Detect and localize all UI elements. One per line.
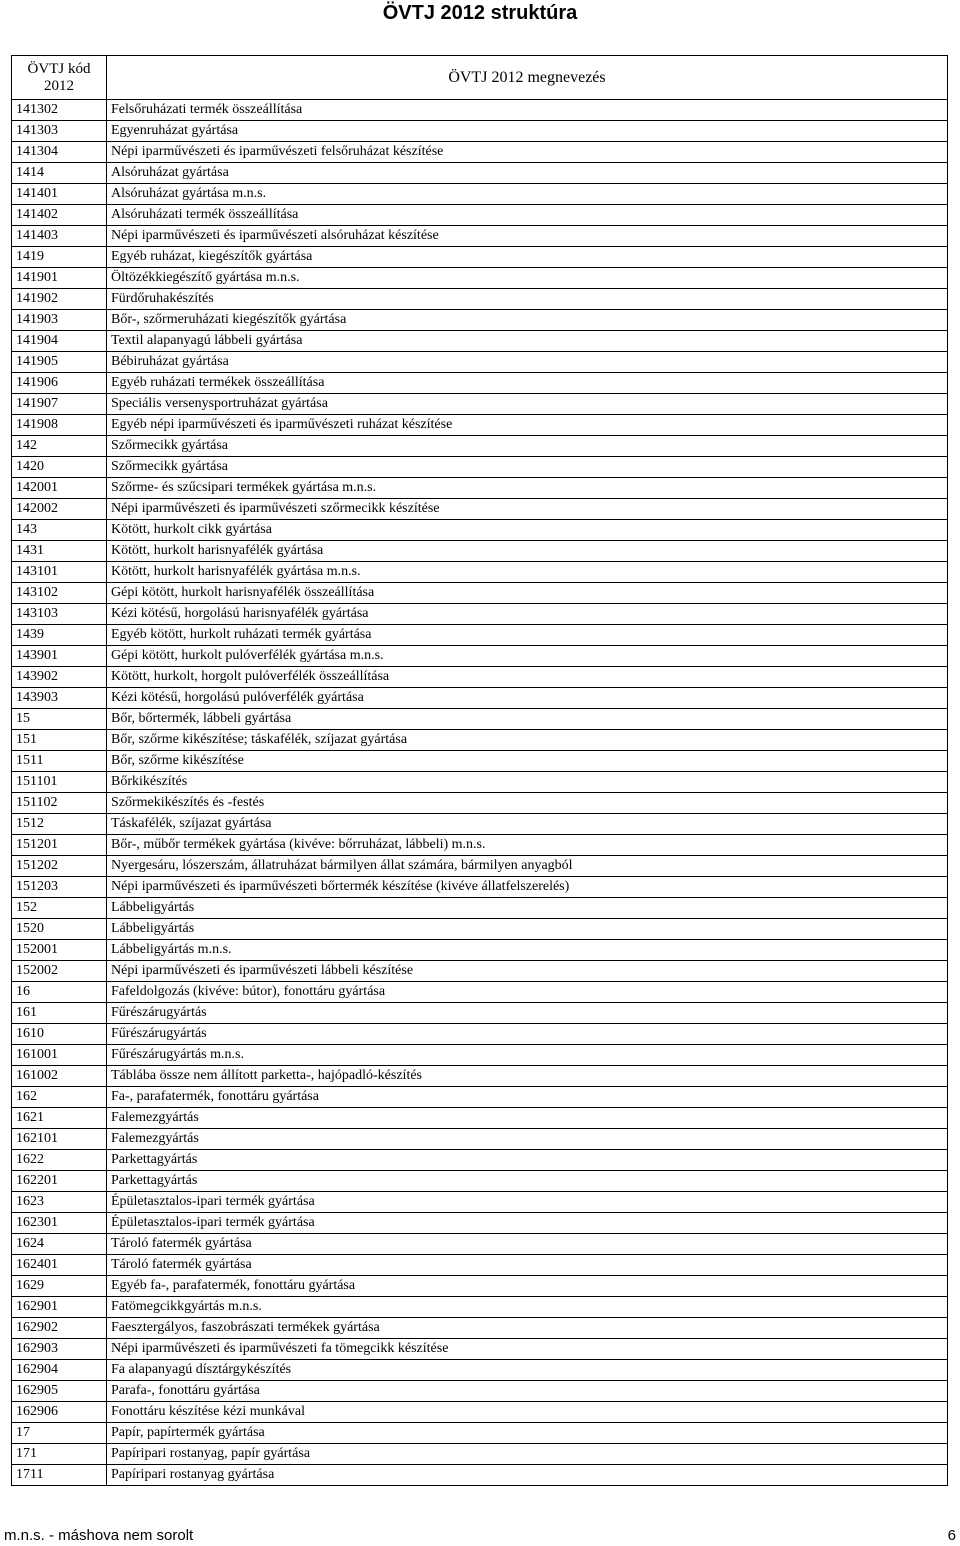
name-cell: Fa-, parafatermék, fonottáru gyártása [107, 1087, 948, 1108]
table-row [12, 1192, 948, 1213]
name-cell: Tároló fatermék gyártása [107, 1255, 948, 1276]
code-cell: 162903 [12, 1339, 107, 1360]
name-cell: Alsóruházati termék összeállítása [107, 205, 948, 226]
code-cell: 141907 [12, 394, 107, 415]
name-cell: Nyergesáru, lószerszám, állatruházat bármilyen állat számára, bármilyen anyagból [107, 856, 948, 877]
table-row [12, 1339, 948, 1360]
table-row [12, 583, 948, 604]
name-cell: Papír, papírtermék gyártása [107, 1423, 948, 1444]
code-cell: 152 [12, 898, 107, 919]
table-row [12, 247, 948, 268]
name-cell: Bőr, szőrme kikészítése; táskafélék, szíjazat gyártása [107, 730, 948, 751]
name-cell: Egyéb népi iparművészeti és iparművészeti ruházat készítése [107, 415, 948, 436]
table-row [12, 982, 948, 1003]
name-cell: Kötött, hurkolt harisnyafélék gyártása [107, 541, 948, 562]
table-row [12, 1255, 948, 1276]
name-cell: Tároló fatermék gyártása [107, 1234, 948, 1255]
name-cell: Papíripari rostanyag, papír gyártása [107, 1444, 948, 1465]
code-cell: 151101 [12, 772, 107, 793]
name-cell: Fatömegcikkgyártás m.n.s. [107, 1297, 948, 1318]
name-cell: Épületasztalos-ipari termék gyártása [107, 1213, 948, 1234]
table-row [12, 562, 948, 583]
table-row [12, 1066, 948, 1087]
name-cell: Bőr-, műbőr termékek gyártása (kivéve: bőrruházat, lábbeli) m.n.s. [107, 835, 948, 856]
table-row [12, 751, 948, 772]
name-cell: Falemezgyártás [107, 1129, 948, 1150]
table-row [12, 793, 948, 814]
code-cell: 141303 [12, 121, 107, 142]
table-row [12, 100, 948, 121]
code-cell: 151102 [12, 793, 107, 814]
name-cell: Népi iparművészeti és iparművészeti bőrtermék készítése (kivéve állatfelszerelés) [107, 877, 948, 898]
table-row [12, 1318, 948, 1339]
table-row [12, 1423, 948, 1444]
name-cell: Táblába össze nem állított parketta-, hajópadló-készítés [107, 1066, 948, 1087]
name-cell: Fafeldolgozás (kivéve: bútor), fonottáru gyártása [107, 982, 948, 1003]
name-cell: Öltözékkiegészítő gyártása m.n.s. [107, 268, 948, 289]
code-cell: 143101 [12, 562, 107, 583]
table-row [12, 121, 948, 142]
name-cell: Szőrme- és szűcsipari termékek gyártása m.n.s. [107, 478, 948, 499]
table-row [12, 1087, 948, 1108]
code-cell: 162902 [12, 1318, 107, 1339]
code-cell: 1419 [12, 247, 107, 268]
table-row [12, 1171, 948, 1192]
name-cell: Kötött, hurkolt, horgolt pulóverfélék összeállítása [107, 667, 948, 688]
name-cell: Szőrmecikk gyártása [107, 436, 948, 457]
table-row [12, 877, 948, 898]
name-cell: Textil alapanyagú lábbeli gyártása [107, 331, 948, 352]
name-cell: Egyenruházat gyártása [107, 121, 948, 142]
name-cell: Gépi kötött, hurkolt harisnyafélék összeállítása [107, 583, 948, 604]
code-cell: 1520 [12, 919, 107, 940]
name-cell: Gépi kötött, hurkolt pulóverfélék gyártása m.n.s. [107, 646, 948, 667]
code-cell: 162904 [12, 1360, 107, 1381]
code-cell: 142001 [12, 478, 107, 499]
table-row [12, 1402, 948, 1423]
name-cell: Népi iparművészeti és iparművészeti alsóruházat készítése [107, 226, 948, 247]
name-cell: Speciális versenysportruházat gyártása [107, 394, 948, 415]
table-row [12, 1234, 948, 1255]
code-cell: 141304 [12, 142, 107, 163]
name-cell: Szőrmekikészítés és -festés [107, 793, 948, 814]
table-row [12, 352, 948, 373]
code-cell: 16 [12, 982, 107, 1003]
code-column-header [12, 56, 107, 100]
name-cell: Bőr, szőrme kikészítése [107, 751, 948, 772]
table-row [12, 1150, 948, 1171]
code-cell: 141904 [12, 331, 107, 352]
code-cell: 162906 [12, 1402, 107, 1423]
table-row [12, 940, 948, 961]
code-cell: 143902 [12, 667, 107, 688]
table-row [12, 268, 948, 289]
name-cell: Fürdőruhakészítés [107, 289, 948, 310]
name-cell: Épületasztalos-ipari termék gyártása [107, 1192, 948, 1213]
code-cell: 17 [12, 1423, 107, 1444]
page-title: ÖVTJ 2012 struktúra [382, 2, 578, 24]
name-cell: Parafa-, fonottáru gyártása [107, 1381, 948, 1402]
code-cell: 143103 [12, 604, 107, 625]
name-cell: Fűrészárugyártás [107, 1003, 948, 1024]
code-cell: 1420 [12, 457, 107, 478]
code-cell: 171 [12, 1444, 107, 1465]
table-row [12, 646, 948, 667]
name-cell: Parkettagyártás [107, 1171, 948, 1192]
page-number: 6 [947, 1527, 956, 1544]
code-cell: 141403 [12, 226, 107, 247]
code-cell: 151201 [12, 835, 107, 856]
code-cell: 162905 [12, 1381, 107, 1402]
footer-note: m.n.s. - máshova nem sorolt [4, 1527, 194, 1544]
code-cell: 162301 [12, 1213, 107, 1234]
code-cell: 1439 [12, 625, 107, 646]
name-cell: Kézi kötésű, horgolású harisnyafélék gyártása [107, 604, 948, 625]
table-row [12, 436, 948, 457]
table-row [12, 919, 948, 940]
table-row [12, 1297, 948, 1318]
table-row [12, 772, 948, 793]
code-cell: 162 [12, 1087, 107, 1108]
name-cell: Egyéb kötött, hurkolt ruházati termék gyártása [107, 625, 948, 646]
name-cell: Fűrészárugyártás m.n.s. [107, 1045, 948, 1066]
code-cell: 141901 [12, 268, 107, 289]
code-cell: 143901 [12, 646, 107, 667]
code-cell: 162101 [12, 1129, 107, 1150]
table-row [12, 667, 948, 688]
table-row [12, 478, 948, 499]
table-row [12, 856, 948, 877]
name-cell: Fonottáru készítése kézi munkával [107, 1402, 948, 1423]
table-row [12, 394, 948, 415]
code-cell: 161001 [12, 1045, 107, 1066]
name-cell: Kötött, hurkolt cikk gyártása [107, 520, 948, 541]
name-cell: Lábbeligyártás [107, 919, 948, 940]
table-row [12, 1024, 948, 1045]
table-row [12, 499, 948, 520]
table-row [12, 604, 948, 625]
code-cell: 1711 [12, 1465, 107, 1486]
code-cell: 1629 [12, 1276, 107, 1297]
code-cell: 143903 [12, 688, 107, 709]
code-cell: 15 [12, 709, 107, 730]
name-cell: Népi iparművészeti és iparművészeti szőrmecikk készítése [107, 499, 948, 520]
name-cell: Bőr-, szőrmeruházati kiegészítők gyártása [107, 310, 948, 331]
name-cell: Táskafélék, szíjazat gyártása [107, 814, 948, 835]
code-cell: 143102 [12, 583, 107, 604]
name-cell: Népi iparművészeti és iparművészeti fa tömegcikk készítése [107, 1339, 948, 1360]
code-cell: 141401 [12, 184, 107, 205]
table-header-row [12, 56, 948, 100]
table-row [12, 1045, 948, 1066]
code-header-line1: ÖVTJ kód [27, 60, 91, 77]
name-cell: Szőrmecikk gyártása [107, 457, 948, 478]
table-row [12, 688, 948, 709]
code-cell: 141902 [12, 289, 107, 310]
code-cell: 1610 [12, 1024, 107, 1045]
name-cell: Fa alapanyagú dísztárgykészítés [107, 1360, 948, 1381]
table-row [12, 1360, 948, 1381]
table-row [12, 814, 948, 835]
table-row [12, 1381, 948, 1402]
code-cell: 151203 [12, 877, 107, 898]
classification-table [11, 55, 948, 1486]
code-cell: 152002 [12, 961, 107, 982]
table-row [12, 310, 948, 331]
name-cell: Faesztergályos, faszobrászati termékek gyártása [107, 1318, 948, 1339]
code-cell: 151 [12, 730, 107, 751]
code-cell: 141908 [12, 415, 107, 436]
name-cell: Bőrkikészítés [107, 772, 948, 793]
code-cell: 141302 [12, 100, 107, 121]
code-cell: 161 [12, 1003, 107, 1024]
table-row [12, 415, 948, 436]
code-cell: 141903 [12, 310, 107, 331]
code-cell: 142002 [12, 499, 107, 520]
table-row [12, 541, 948, 562]
code-cell: 161002 [12, 1066, 107, 1087]
table-row [12, 730, 948, 751]
code-cell: 141906 [12, 373, 107, 394]
code-cell: 142 [12, 436, 107, 457]
table-row [12, 709, 948, 730]
code-cell: 1621 [12, 1108, 107, 1129]
table-row [12, 205, 948, 226]
name-cell: Parkettagyártás [107, 1150, 948, 1171]
code-cell: 162201 [12, 1171, 107, 1192]
code-cell: 152001 [12, 940, 107, 961]
code-cell: 1431 [12, 541, 107, 562]
name-column-header: ÖVTJ 2012 megnevezés [107, 56, 948, 100]
code-cell: 151202 [12, 856, 107, 877]
code-cell: 1624 [12, 1234, 107, 1255]
code-cell: 143 [12, 520, 107, 541]
table-row [12, 331, 948, 352]
code-cell: 1511 [12, 751, 107, 772]
name-cell: Alsóruházat gyártása [107, 163, 948, 184]
table-row [12, 898, 948, 919]
table-row [12, 835, 948, 856]
table-row [12, 1213, 948, 1234]
code-header-line2: 2012 [44, 77, 74, 94]
name-cell: Lábbeligyártás [107, 898, 948, 919]
table-row [12, 289, 948, 310]
table-row [12, 625, 948, 646]
name-cell: Népi iparművészeti és iparművészeti felsőruházat készítése [107, 142, 948, 163]
code-cell: 1414 [12, 163, 107, 184]
table-row [12, 184, 948, 205]
name-cell: Kötött, hurkolt harisnyafélék gyártása m.n.s. [107, 562, 948, 583]
name-cell: Kézi kötésű, horgolású pulóverfélék gyártása [107, 688, 948, 709]
name-cell: Lábbeligyártás m.n.s. [107, 940, 948, 961]
table-row [12, 1444, 948, 1465]
code-cell: 162901 [12, 1297, 107, 1318]
name-cell: Felsőruházati termék összeállítása [107, 100, 948, 121]
table-row [12, 1276, 948, 1297]
name-cell: Falemezgyártás [107, 1108, 948, 1129]
table-row [12, 1465, 948, 1486]
table-row [12, 163, 948, 184]
name-cell: Fűrészárugyártás [107, 1024, 948, 1045]
table-row [12, 1003, 948, 1024]
table-row [12, 373, 948, 394]
code-cell: 1622 [12, 1150, 107, 1171]
code-cell: 141905 [12, 352, 107, 373]
table-row [12, 1108, 948, 1129]
table-row [12, 226, 948, 247]
name-cell: Papíripari rostanyag gyártása [107, 1465, 948, 1486]
table-row [12, 1129, 948, 1150]
name-cell: Bébiruházat gyártása [107, 352, 948, 373]
table-row [12, 457, 948, 478]
code-cell: 1512 [12, 814, 107, 835]
table-body [12, 100, 948, 1486]
code-cell: 141402 [12, 205, 107, 226]
name-cell: Bőr, bőrtermék, lábbeli gyártása [107, 709, 948, 730]
name-cell: Egyéb ruházati termékek összeállítása [107, 373, 948, 394]
name-cell: Egyéb fa-, parafatermék, fonottáru gyártása [107, 1276, 948, 1297]
name-cell: Alsóruházat gyártása m.n.s. [107, 184, 948, 205]
table-row [12, 961, 948, 982]
table-row [12, 520, 948, 541]
name-cell: Egyéb ruházat, kiegészítők gyártása [107, 247, 948, 268]
code-cell: 162401 [12, 1255, 107, 1276]
code-cell: 1623 [12, 1192, 107, 1213]
name-cell: Népi iparművészeti és iparművészeti lábbeli készítése [107, 961, 948, 982]
table-row [12, 142, 948, 163]
